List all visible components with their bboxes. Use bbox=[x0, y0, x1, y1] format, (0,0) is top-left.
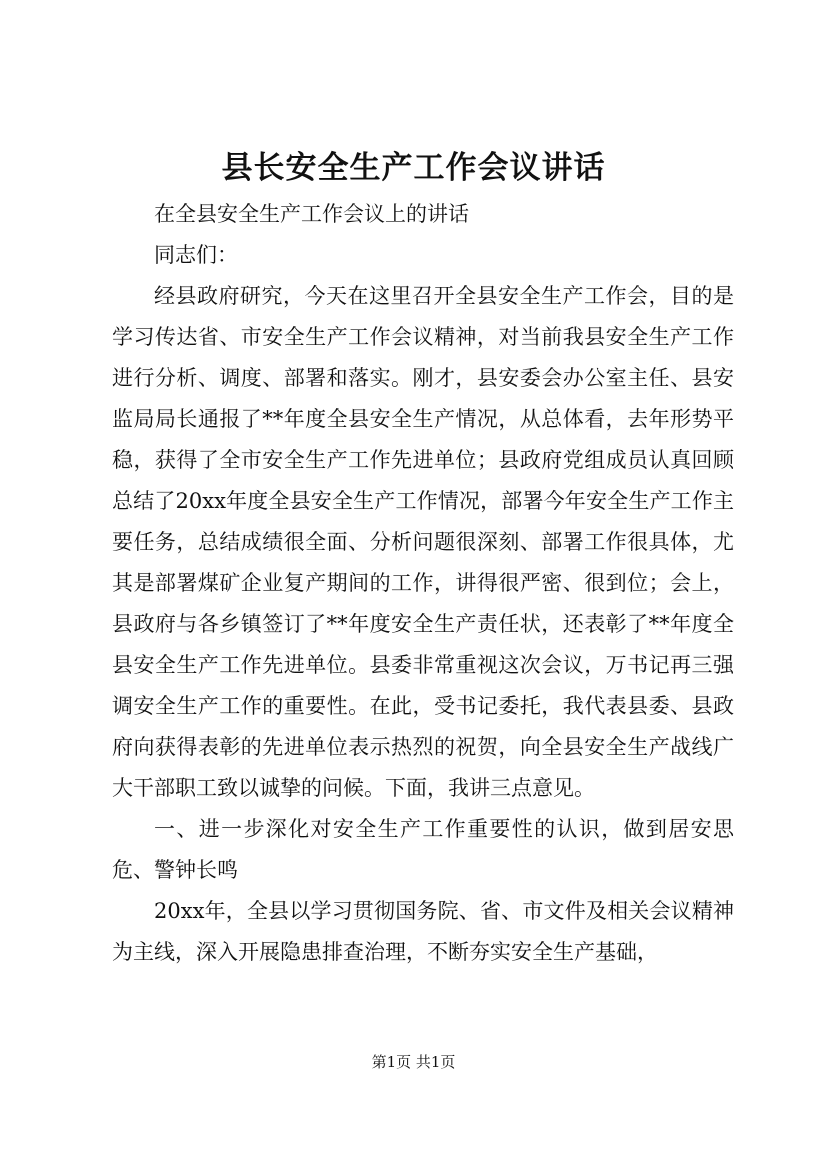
page-footer: 第1页 共1页 bbox=[371, 1053, 456, 1071]
section-heading: 一、进一步深化对安全生产工作重要性的认识，做到居安思危、警钟长鸣 bbox=[112, 817, 734, 882]
salutation-line: 同志们： bbox=[154, 243, 238, 267]
document-title: 县长安全生产工作会议讲话 bbox=[221, 150, 606, 186]
subtitle-line: 在全县安全生产工作会议上的讲话 bbox=[154, 202, 469, 226]
document-body bbox=[112, 194, 734, 973]
body-paragraph: 20xx年，全县以学习贯彻国务院、省、市文件及相关会议精神为主线，深入开展隐患排查治理，不断夯实安全生产基础， bbox=[112, 899, 734, 964]
body-paragraph: 经县政府研究，今天在这里召开全县安全生产工作会，目的是学习传达省、市安全生产工作会议精神，对当前我县安全生产工作进行分析、调度、部署和落实。刚才，县安委会办公室主任、县安监局局长通报了**年度全县安全生产情况，从总体看，去年形势平稳，获得了全市安全生产工作先进单位；县政府党组成员认真回顾总结了20xx年度全县安全生产工作情况，部署今年安全生产工作主要任务，总结成绩很全面、分析问题很深刻、部署工作很具体，尤其是部署煤矿企业复产期间的工作，讲得很严密、很到位；会上，县政府与各乡镇签订了**年度安全生产责任状，还表彰了**年度全县安全生产工作先进单位。县委非常重视这次会议，万书记再三强调安全生产工作的重要性。在此，受书记委托，我代表县委、县政府向获得表彰的先进单位表示热烈的祝贺，向全县安全生产战线广大干部职工致以诚挚的问候。下面，我讲三点意见。 bbox=[112, 284, 734, 800]
